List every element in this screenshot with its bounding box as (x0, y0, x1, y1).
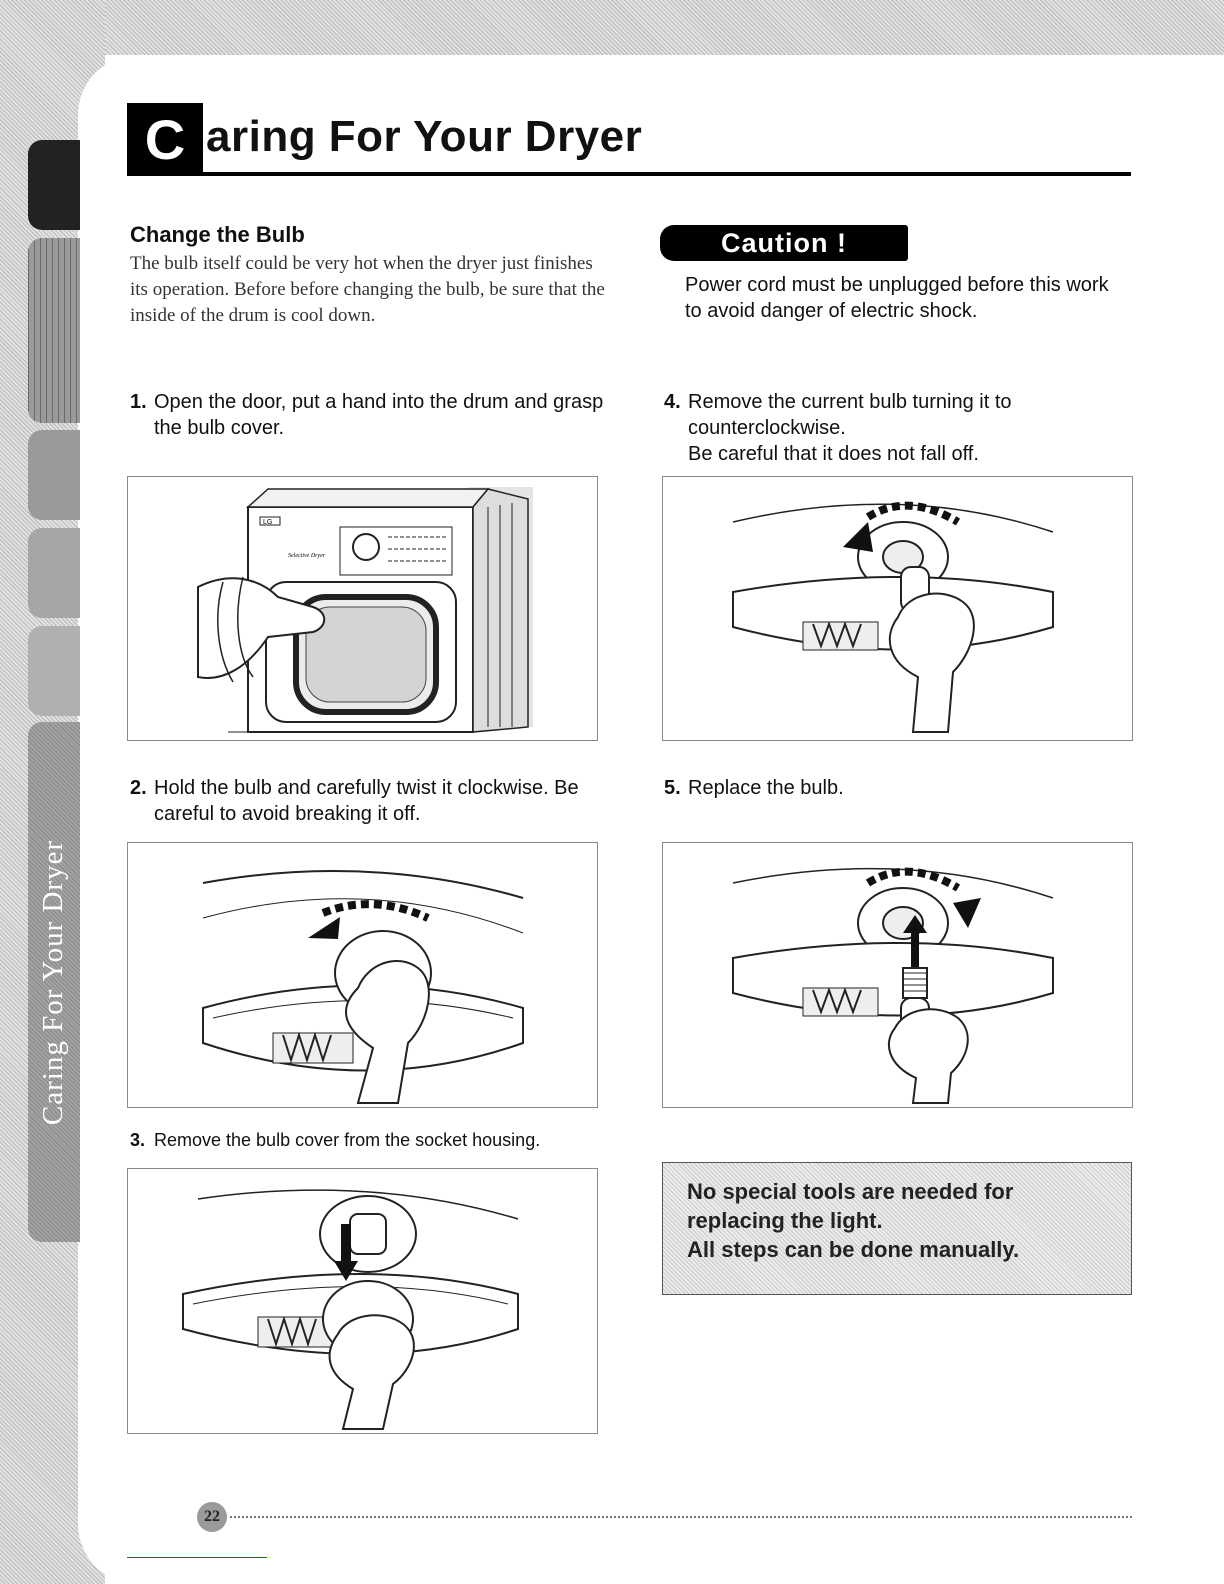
caution-badge: Caution ! (660, 225, 908, 261)
step-3: 3. Remove the bulb cover from the socket housing. (130, 1130, 541, 1150)
footer-divider (230, 1516, 1132, 1518)
footer-link-underline[interactable] (127, 1557, 267, 1558)
bulb-twist-clockwise-illustration (128, 843, 597, 1107)
step-2: 2. Hold the bulb and carefully twist it clockwise. Be careful to avoid breaking it off. (130, 777, 579, 825)
figure-step-2 (127, 842, 598, 1108)
info-note (662, 1162, 1132, 1295)
section-tab-2[interactable] (28, 238, 80, 423)
page-number: 22 (197, 1502, 227, 1532)
figure-step-1 (127, 476, 598, 741)
figure-step-3 (127, 1168, 598, 1434)
side-tab-label: Caring For Your Dryer (37, 839, 70, 1125)
note-line-1: No special tools are needed for replacing the light. (687, 1179, 1014, 1233)
section-tab-3[interactable] (28, 430, 80, 520)
title-initial-block: C (127, 103, 203, 175)
bulb-cover-removal-illustration (128, 1169, 597, 1433)
section-intro: The bulb itself could be very hot when the dryer just finishes its operation. Before before changing the bulb, be sure that the inside of the drum is cool down. (130, 253, 605, 326)
note-line-2: All steps can be done manually. (687, 1237, 1020, 1262)
brand-logo-text: LG (263, 519, 273, 526)
step-1: 1. Open the door, put a hand into the drum and grasp the bulb cover. (130, 391, 604, 439)
section-tab-4[interactable] (28, 528, 80, 618)
section-tab-1[interactable] (28, 140, 80, 230)
figure-step-4 (662, 476, 1133, 741)
bulb-replace-illustration (663, 843, 1132, 1107)
caution-text: Power cord must be unplugged before this work to avoid danger of electric shock. (685, 274, 1109, 322)
step-5: 5. Replace the bulb. (664, 777, 844, 799)
section-heading: Change the Bulb (130, 222, 305, 247)
section-tab-5[interactable] (28, 626, 80, 716)
page-title: aring For Your Dryer (206, 112, 643, 161)
bulb-remove-counterclockwise-illustration (663, 477, 1132, 740)
page-background-top (0, 0, 1224, 55)
brand-script-text: Selective Dryer (288, 553, 326, 559)
dryer-front-illustration (128, 477, 597, 740)
title-underline (127, 172, 1131, 176)
figure-step-5 (662, 842, 1133, 1108)
step-4: 4. Remove the current bulb turning it to counterclockwise. Be careful that it does not fall off. (664, 391, 1012, 465)
